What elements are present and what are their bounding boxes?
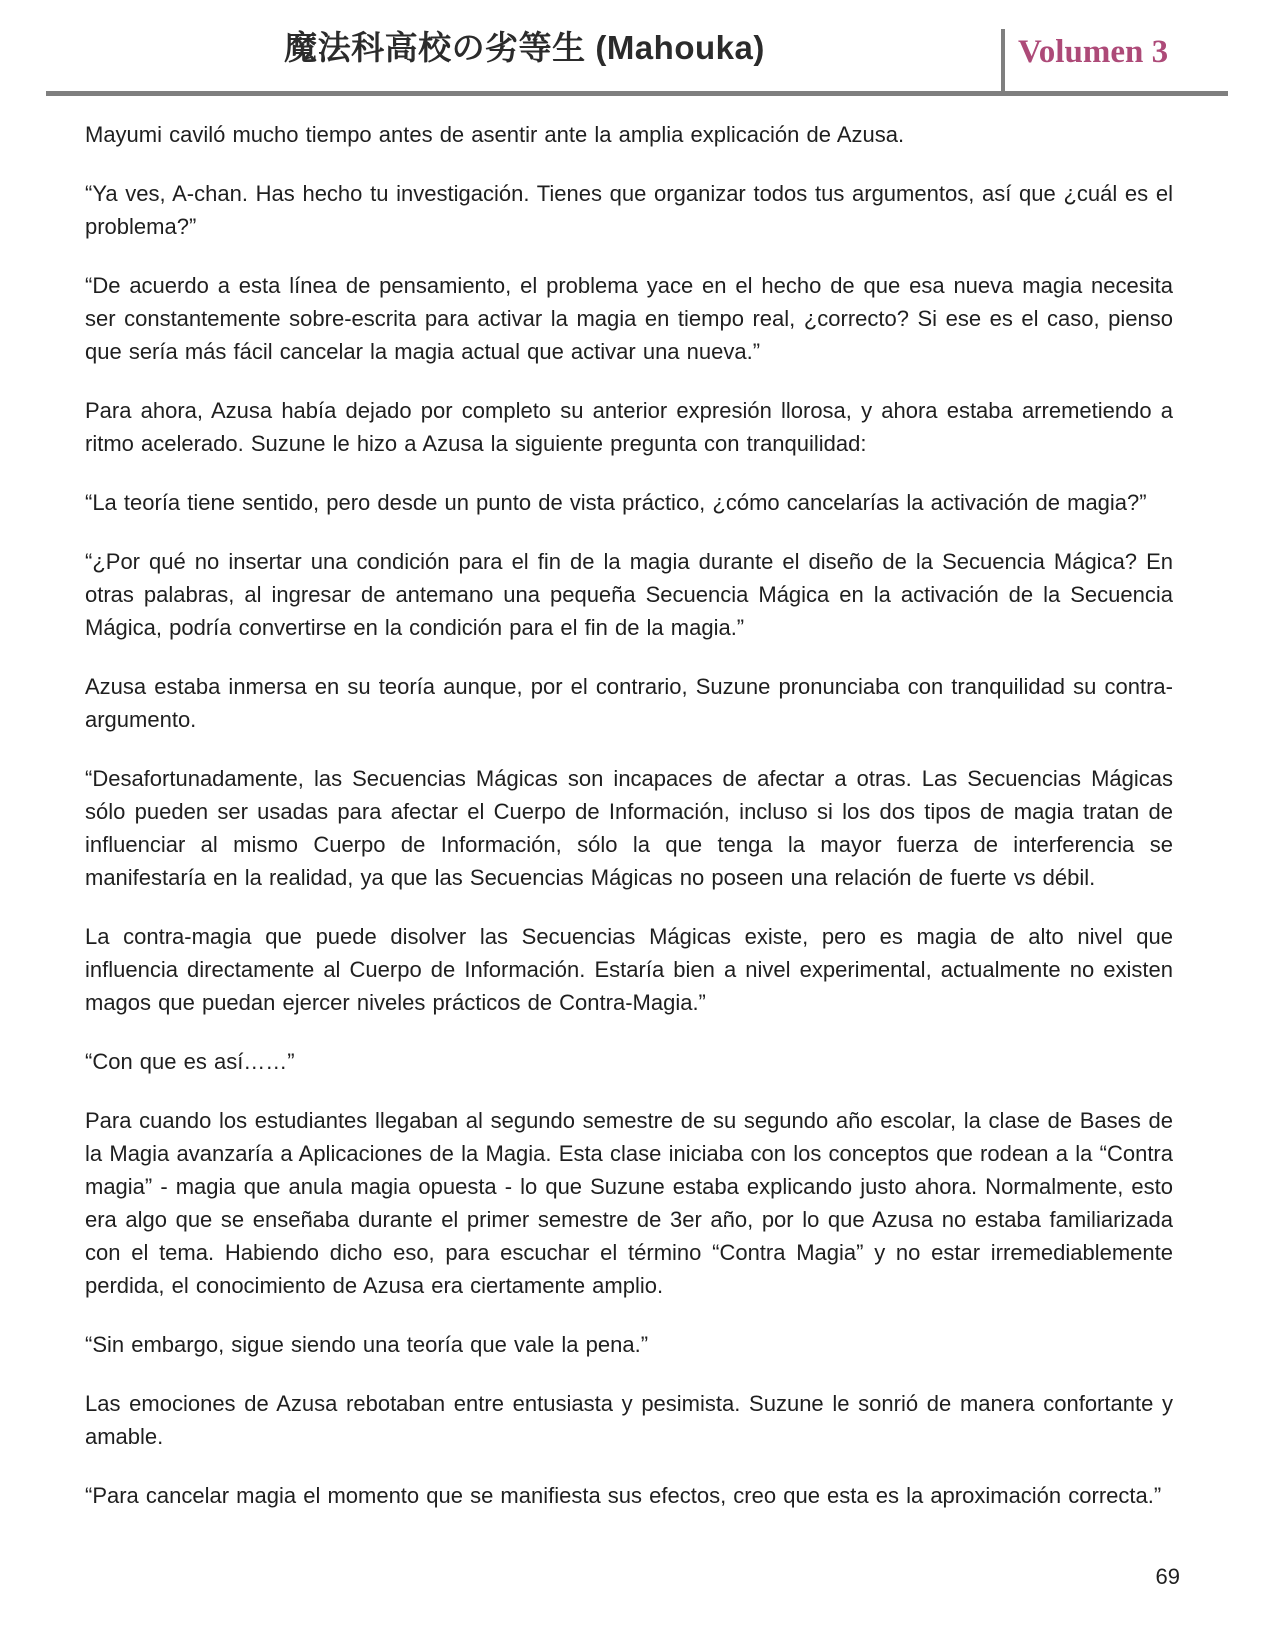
paragraph: “Sin embargo, sigue siendo una teoría que vale la pena.”: [85, 1332, 649, 1357]
paragraph: Para cuando los estudiantes llegaban al segundo semestre de su segundo año escolar, la clase de Bases de la Magia avanzaría a Aplicaciones de la Magia. Esta clase iniciaba con los conceptos que rodean a la “Contra magia” - magia que anula magia opuesta - lo que Suzune estaba explicando justo ahora. Normalmente, esto era algo que se enseñaba durante el primer semestre de 3er año, por lo que Azusa no estaba familiarizada con el tema. Habiendo dicho eso, para escuchar el término “Contra Magia” y no estar irremediablemente perdida, el conocimiento de Azusa era ciertamente amplio.: [85, 1108, 1173, 1298]
document-title: 魔法科高校の劣等生 (Mahouka): [284, 29, 765, 66]
paragraph: “De acuerdo a esta línea de pensamiento, el problema yace en el hecho de que esa nueva magia necesita ser constantemente sobre-escrita para activar la magia en tiempo real, ¿correcto? Si ese es el caso, pienso que sería más fácil cancelar la magia actual que activar una nueva.”: [85, 273, 1173, 364]
paragraph: Para ahora, Azusa había dejado por completo su anterior expresión llorosa, y ahora estaba arremetiendo a ritmo acelerado. Suzune le hizo a Azusa la siguiente pregunta con tranquilidad:: [85, 398, 1173, 456]
paragraph: Mayumi caviló mucho tiempo antes de asentir ante la amplia explicación de Azusa.: [85, 122, 905, 147]
paragraph: “Desafortunadamente, las Secuencias Mágicas son incapaces de afectar a otras. Las Secuencias Mágicas sólo pueden ser usadas para afectar el Cuerpo de Información, incluso si los dos tipos de magia tratan de influenciar al mismo Cuerpo de Información, sólo la que tenga la mayor fuerza de interferencia se manifestaría en la realidad, ya que las Secuencias Mágicas no poseen una relación de fuerte vs débil.: [85, 766, 1173, 890]
paragraph: “¿Por qué no insertar una condición para el fin de la magia durante el diseño de la Secuencia Mágica? En otras palabras, al ingresar de antemano una pequeña Secuencia Mágica en la activación de la Secuencia Mágica, podría convertirse en la condición para el fin de la magia.”: [85, 549, 1173, 640]
paragraph: La contra-magia que puede disolver las Secuencias Mágicas existe, pero es magia de alto nivel que influencia directamente al Cuerpo de Información. Estaría bien a nivel experimental, actualmente no existen magos que puedan ejercer niveles prácticos de Contra-Magia.”: [85, 924, 1173, 1015]
paragraph: Azusa estaba inmersa en su teoría aunque, por el contrario, Suzune pronunciaba con tranquilidad su contra-argumento.: [85, 674, 1173, 732]
page-number: 69: [1155, 1564, 1180, 1589]
header-separator-bar: [1001, 29, 1005, 91]
paragraph: “Con que es así……”: [85, 1049, 295, 1074]
paragraph: “Ya ves, A-chan. Has hecho tu investigación. Tienes que organizar todos tus argumentos, así que ¿cuál es el problema?”: [85, 181, 1173, 239]
body-text: [85, 118, 1173, 1512]
paragraph: Las emociones de Azusa rebotaban entre entusiasta y pesimista. Suzune le sonrió de manera confortante y amable.: [85, 1391, 1173, 1449]
paragraph: “Para cancelar magia el momento que se manifiesta sus efectos, creo que esta es la aproximación correcta.”: [85, 1483, 1162, 1508]
paragraph: “La teoría tiene sentido, pero desde un punto de vista práctico, ¿cómo cancelarías la activación de magia?”: [85, 490, 1147, 515]
volume-label: Volumen 3: [1018, 34, 1169, 70]
header-rule: [46, 91, 1228, 96]
